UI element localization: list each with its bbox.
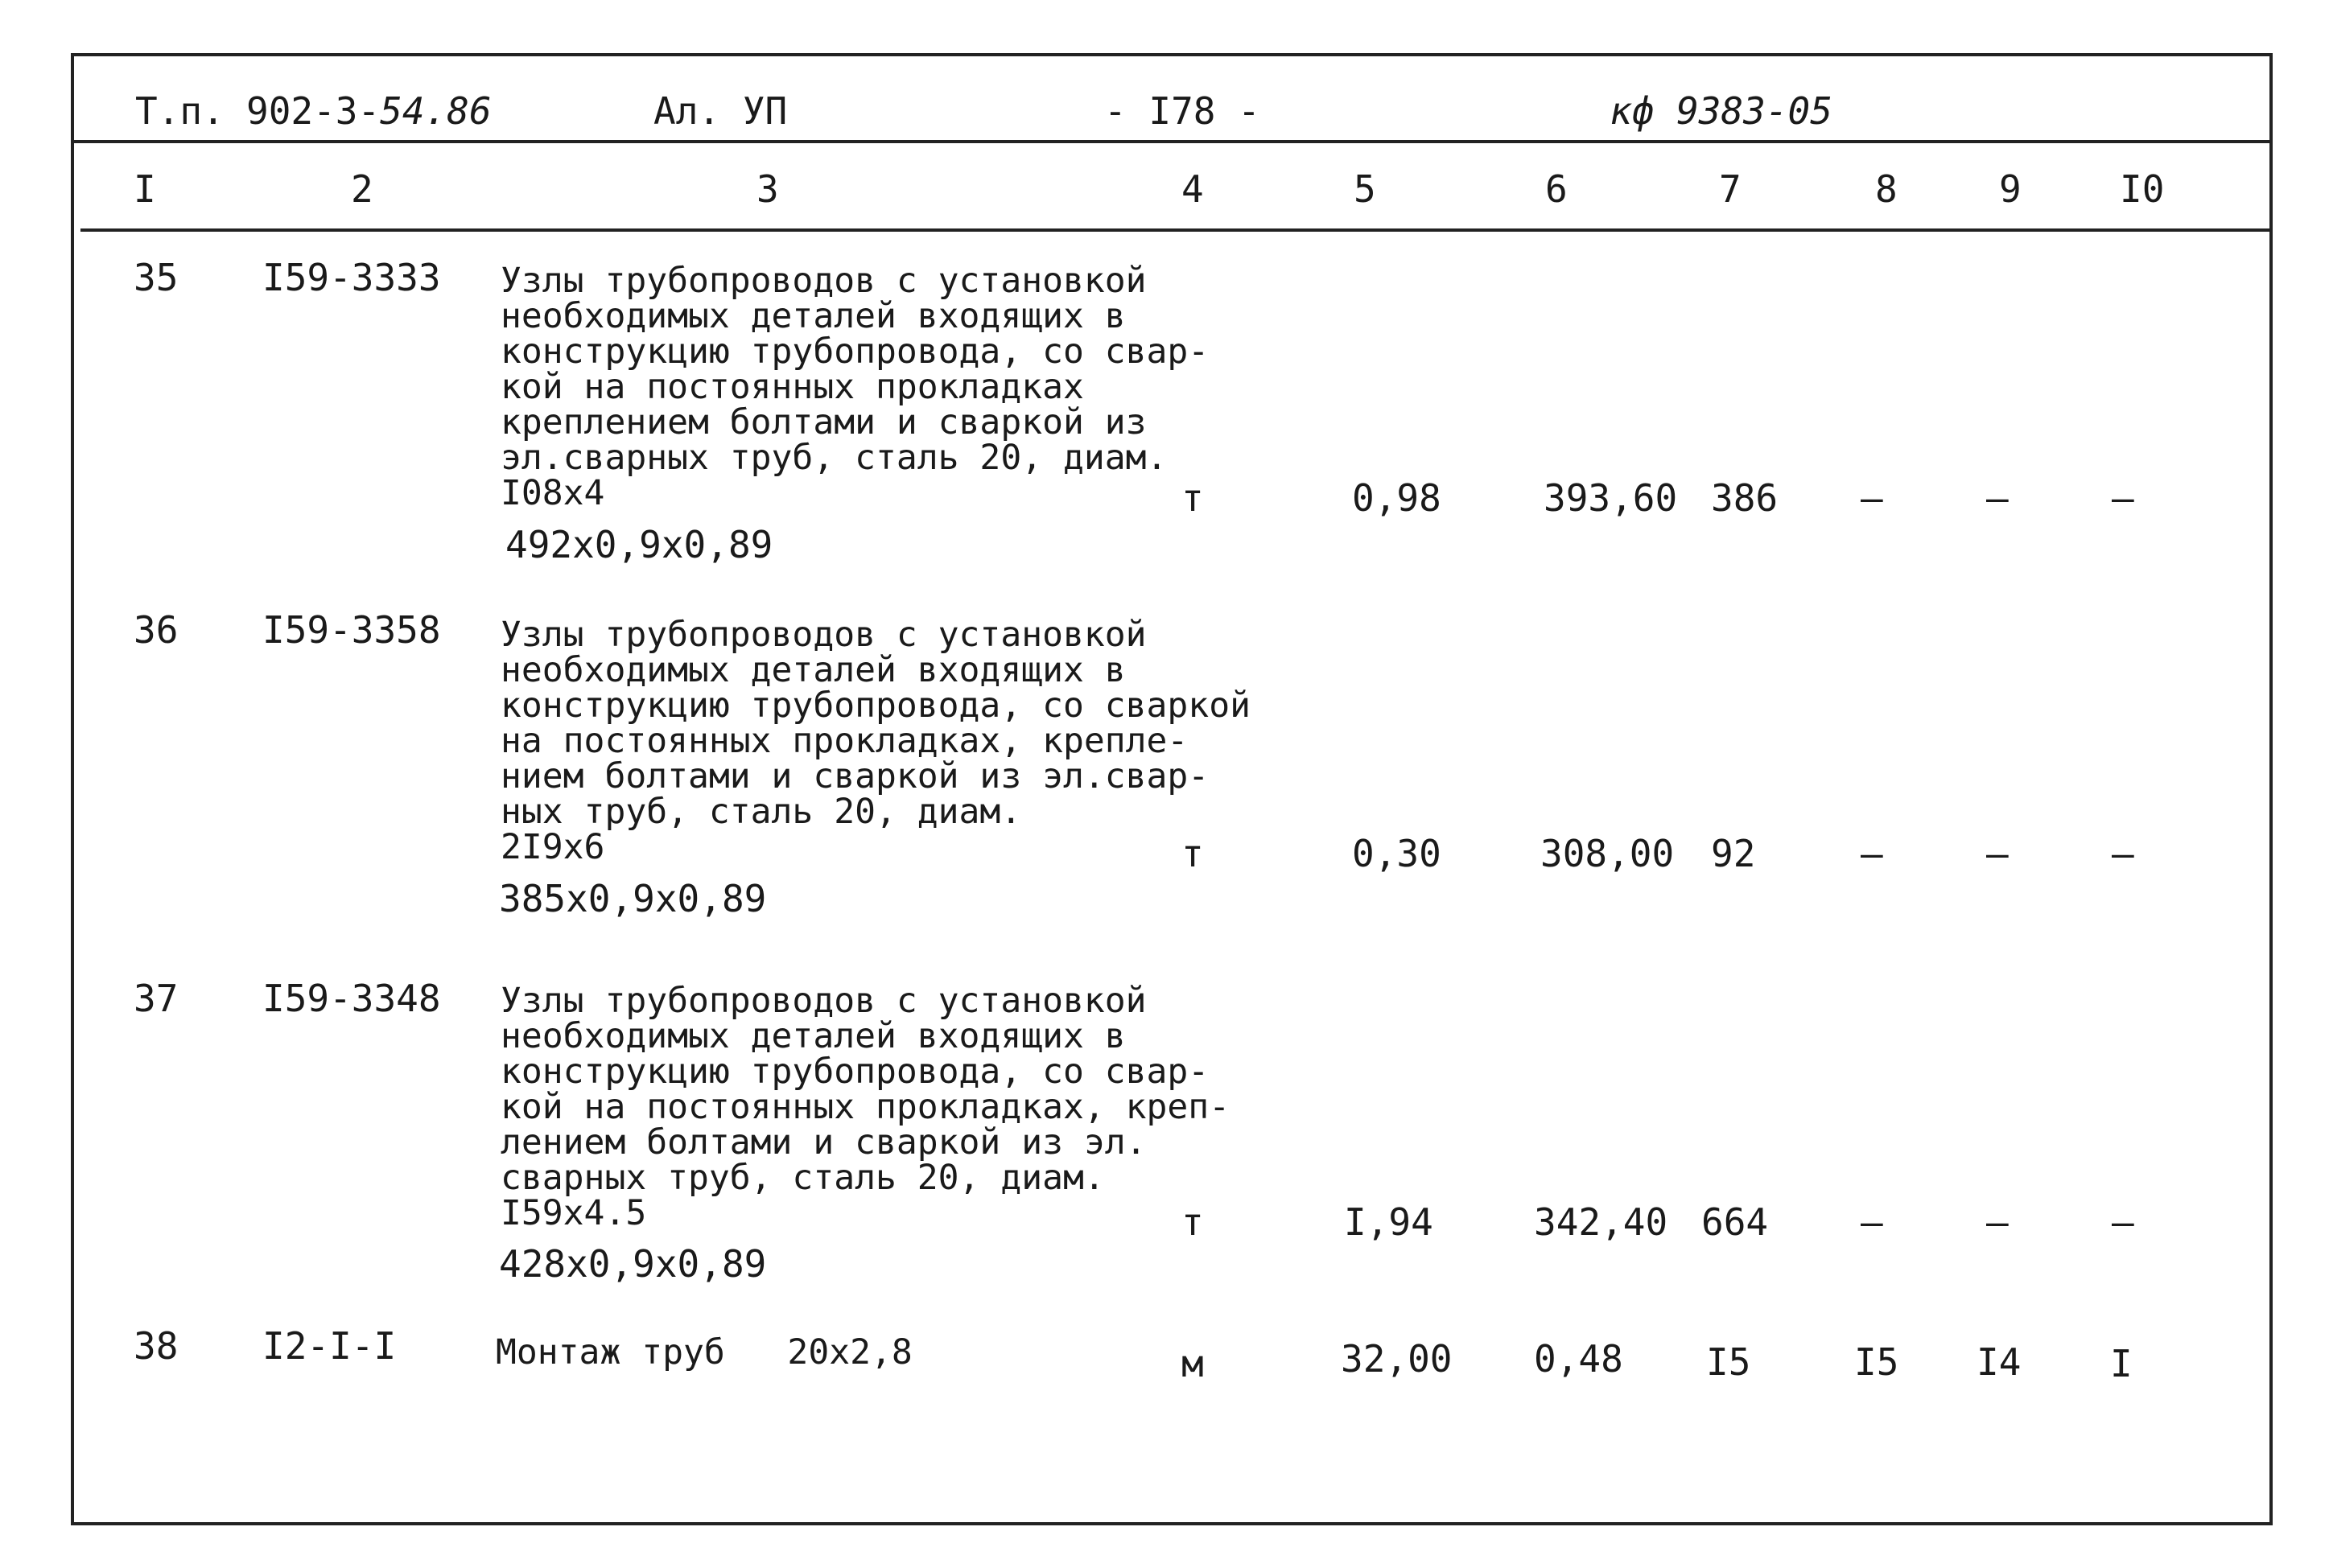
unit-price: 393,60: [1544, 476, 1678, 520]
quantity: 0,98: [1352, 476, 1441, 520]
col8-value: –: [1861, 476, 1883, 520]
col10-value: I: [2110, 1342, 2133, 1385]
quantity-formula: 385х0,9х0,89: [499, 877, 767, 920]
total-cost: I5: [1706, 1340, 1751, 1384]
page-number: - I78 -: [1104, 89, 1260, 133]
total-cost: 664: [1701, 1200, 1769, 1244]
col9-value: –: [1986, 1200, 2009, 1244]
unit-price: 308,00: [1540, 832, 1675, 875]
column-number: I: [134, 167, 156, 211]
column-number: 2: [351, 167, 373, 211]
doc-number: 902-3-54.86: [246, 89, 492, 133]
unit-price: 0,48: [1534, 1337, 1623, 1381]
row-number: 35: [134, 256, 179, 299]
doc-prefix: Т.п.: [135, 89, 225, 133]
col8-value: –: [1861, 1200, 1883, 1244]
col10-value: –: [2112, 832, 2134, 875]
col8-value: I5: [1854, 1340, 1899, 1384]
rate-code: I2-I-I: [262, 1324, 397, 1368]
unit-price: 342,40: [1534, 1200, 1668, 1244]
rate-code: I59-3358: [262, 608, 441, 652]
rate-code: I59-3348: [262, 977, 441, 1020]
quantity: 32,00: [1341, 1337, 1453, 1381]
unit: т: [1181, 1200, 1204, 1244]
row-number: 36: [134, 608, 179, 652]
row-number: 37: [134, 977, 179, 1020]
column-header-divider: [80, 228, 2273, 232]
work-description: Узлы трубопроводов с установкой необходимых деталей входящих в конструкцию трубопровода, со свар- кой на постоянных прокладках, креп- лением болтами и сваркой из эл. сварных труб, сталь 20, диам. I59х4.5: [501, 981, 1230, 1233]
quantity: 0,30: [1352, 832, 1441, 875]
unit: т: [1181, 832, 1204, 875]
work-description: Узлы трубопроводов с установкой необходимых деталей входящих в конструкцию трубопровода, со сваркой на постоянных прокладках, крепле- нием болтами и сваркой из эл.свар- ных труб, сталь 20, диам. 2I9х6: [501, 615, 1251, 867]
column-number: 3: [756, 167, 779, 211]
column-number: 6: [1545, 167, 1568, 211]
col9-value: –: [1986, 832, 2009, 875]
col9-value: –: [1986, 476, 2009, 520]
column-number: I0: [2120, 167, 2165, 211]
column-number: 9: [1999, 167, 2022, 211]
column-number: 4: [1181, 167, 1204, 211]
header-divider: [71, 140, 2273, 143]
col8-value: –: [1861, 832, 1883, 875]
document-code: кф 9383-05: [1610, 89, 1832, 133]
column-number: 5: [1354, 167, 1376, 211]
quantity-formula: 428х0,9х0,89: [499, 1242, 767, 1286]
col10-value: –: [2112, 476, 2134, 520]
quantity-formula: 492х0,9х0,89: [505, 523, 773, 566]
row-number: 38: [134, 1324, 179, 1368]
unit: м: [1181, 1342, 1204, 1385]
work-description: Узлы трубопроводов с установкой необходимых деталей входящих в конструкцию трубопровода, со свар- кой на постоянных прокладках креплением болтами и сваркой из эл.сварных труб, сталь 20, диам. I08х4: [501, 261, 1210, 513]
total-cost: 92: [1711, 832, 1756, 875]
column-number: 7: [1719, 167, 1742, 211]
album-label: Ал. УП: [653, 89, 788, 133]
unit: т: [1181, 476, 1204, 520]
work-description: Монтаж труб 20х2,8: [496, 1332, 913, 1373]
col9-value: I4: [1977, 1340, 2022, 1384]
quantity: I,94: [1344, 1200, 1433, 1244]
col10-value: –: [2112, 1200, 2134, 1244]
total-cost: 386: [1711, 476, 1779, 520]
column-number: 8: [1875, 167, 1898, 211]
rate-code: I59-3333: [262, 256, 441, 299]
